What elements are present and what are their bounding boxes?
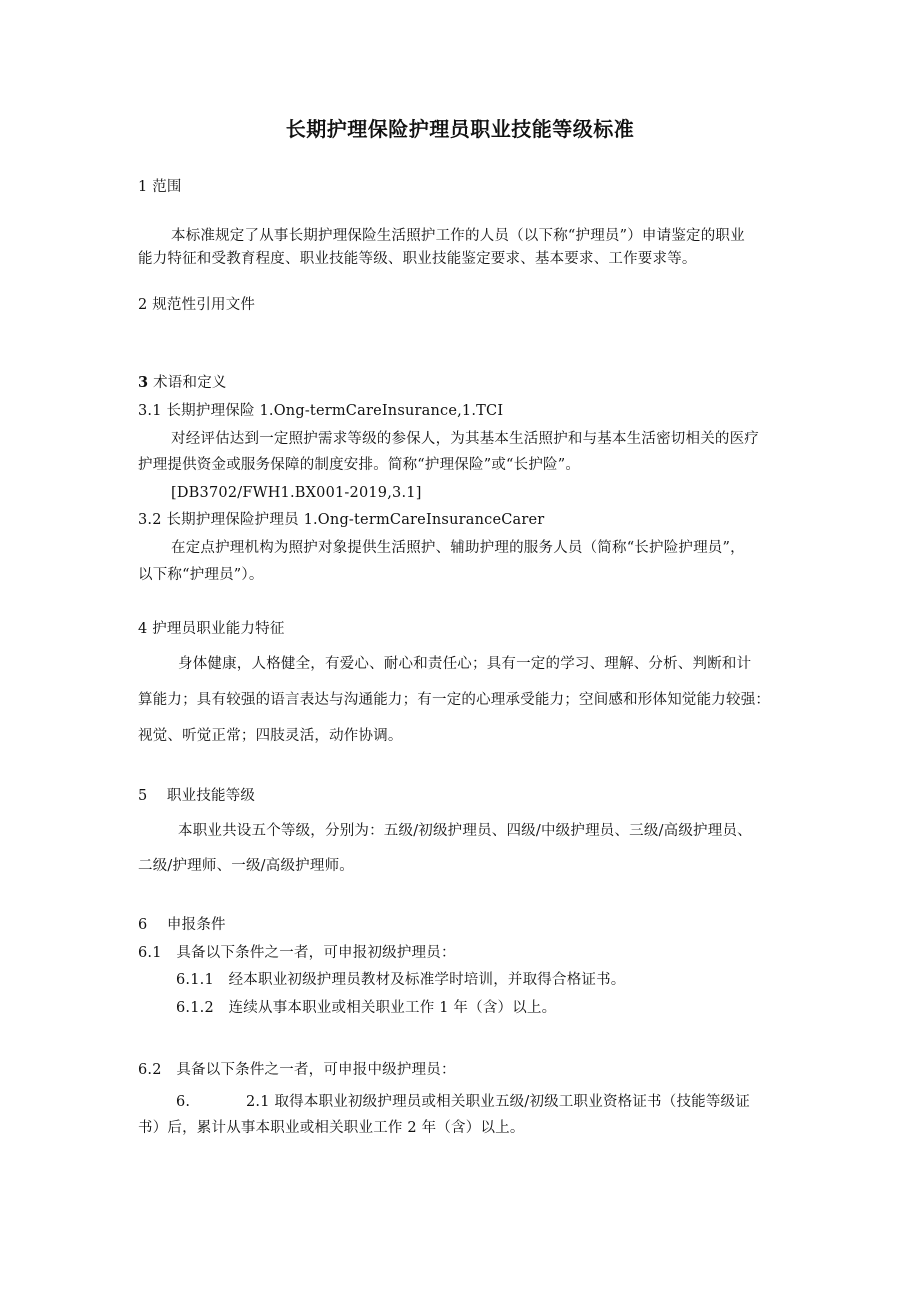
section-1-para-line-1: 本标准规定了从事长期护理保险生活照护工作的人员（以下称“护理员”）申请鉴定的职业 <box>171 228 745 244</box>
section-6-2: 6.2 具备以下条件之一者，可申报中级护理员： <box>138 1062 456 1078</box>
section-5-heading: 5 职业技能等级 <box>138 788 256 804</box>
section-3-heading <box>138 374 227 392</box>
section-6-2-1-number: 6. <box>176 1094 191 1110</box>
section-6-2-1-line-2: 书）后，累计从事本职业或相关职业工作 2 年（含）以上。 <box>138 1120 525 1136</box>
section-3-number: 3 <box>138 374 149 391</box>
term-3-2-line-1: 在定点护理机构为照护对象提供生活照护、辅助护理的服务人员（简称“长护险护理员”， <box>171 540 745 556</box>
term-3-1-line-2: 护理提供资金或服务保障的制度安排。简称“护理保险”或“长护险”。 <box>138 457 581 473</box>
section-6-1-2: 6.1.2 连续从事本职业或相关职业工作 1 年（含）以上。 <box>176 1000 557 1016</box>
section-5-line-2: 二级/护理师、一级/高级护理师。 <box>138 858 354 874</box>
section-6-1: 6.1 具备以下条件之一者，可申报初级护理员： <box>138 945 456 961</box>
term-3-1-reference: [DB3702/FWH1.BX001-2019,3.1] <box>171 485 422 501</box>
section-4-line-3: 视觉、听觉正常；四肢灵活，动作协调。 <box>138 728 403 744</box>
section-2-heading: 2 规范性引用文件 <box>138 297 256 313</box>
page-title: 长期护理保险护理员职业技能等级标准 <box>285 117 635 141</box>
term-3-1-line-1: 对经评估达到一定照护需求等级的参保人，为其基本生活照护和与基本生活密切相关的医疗 <box>171 431 759 447</box>
section-3-heading-text: 术语和定义 <box>148 375 227 391</box>
section-6-2-1-line-1: 2.1 取得本职业初级护理员或相关职业五级/初级工职业资格证书（技能等级证 <box>246 1094 750 1110</box>
section-4-heading: 4 护理员职业能力特征 <box>138 621 285 637</box>
section-4-line-1: 身体健康，人格健全，有爱心、耐心和责任心；具有一定的学习、理解、分析、判断和计 <box>178 656 752 672</box>
term-3-1-heading: 3.1 长期护理保险 1.Ong-termCareInsurance,1.TCI <box>138 403 504 419</box>
section-4-line-2: 算能力；具有较强的语言表达与沟通能力；有一定的心理承受能力；空间感和形体知觉能力较强： <box>138 692 771 708</box>
term-3-2-heading: 3.2 长期护理保险护理员 1.Ong-termCareInsuranceCarer <box>138 512 545 528</box>
section-1-heading: 1 范围 <box>138 179 182 195</box>
section-6-1-1: 6.1.1 经本职业初级护理员教材及标准学时培训，并取得合格证书。 <box>176 972 626 988</box>
section-6-heading: 6 申报条件 <box>138 917 226 933</box>
section-5-line-1: 本职业共设五个等级，分别为：五级/初级护理员、四级/中级护理员、三级/高级护理员、 <box>178 823 752 839</box>
section-1-para-line-2: 能力特征和受教育程度、职业技能等级、职业技能鉴定要求、基本要求、工作要求等。 <box>138 251 697 267</box>
term-3-2-line-2: 以下称“护理员”）。 <box>138 567 264 583</box>
